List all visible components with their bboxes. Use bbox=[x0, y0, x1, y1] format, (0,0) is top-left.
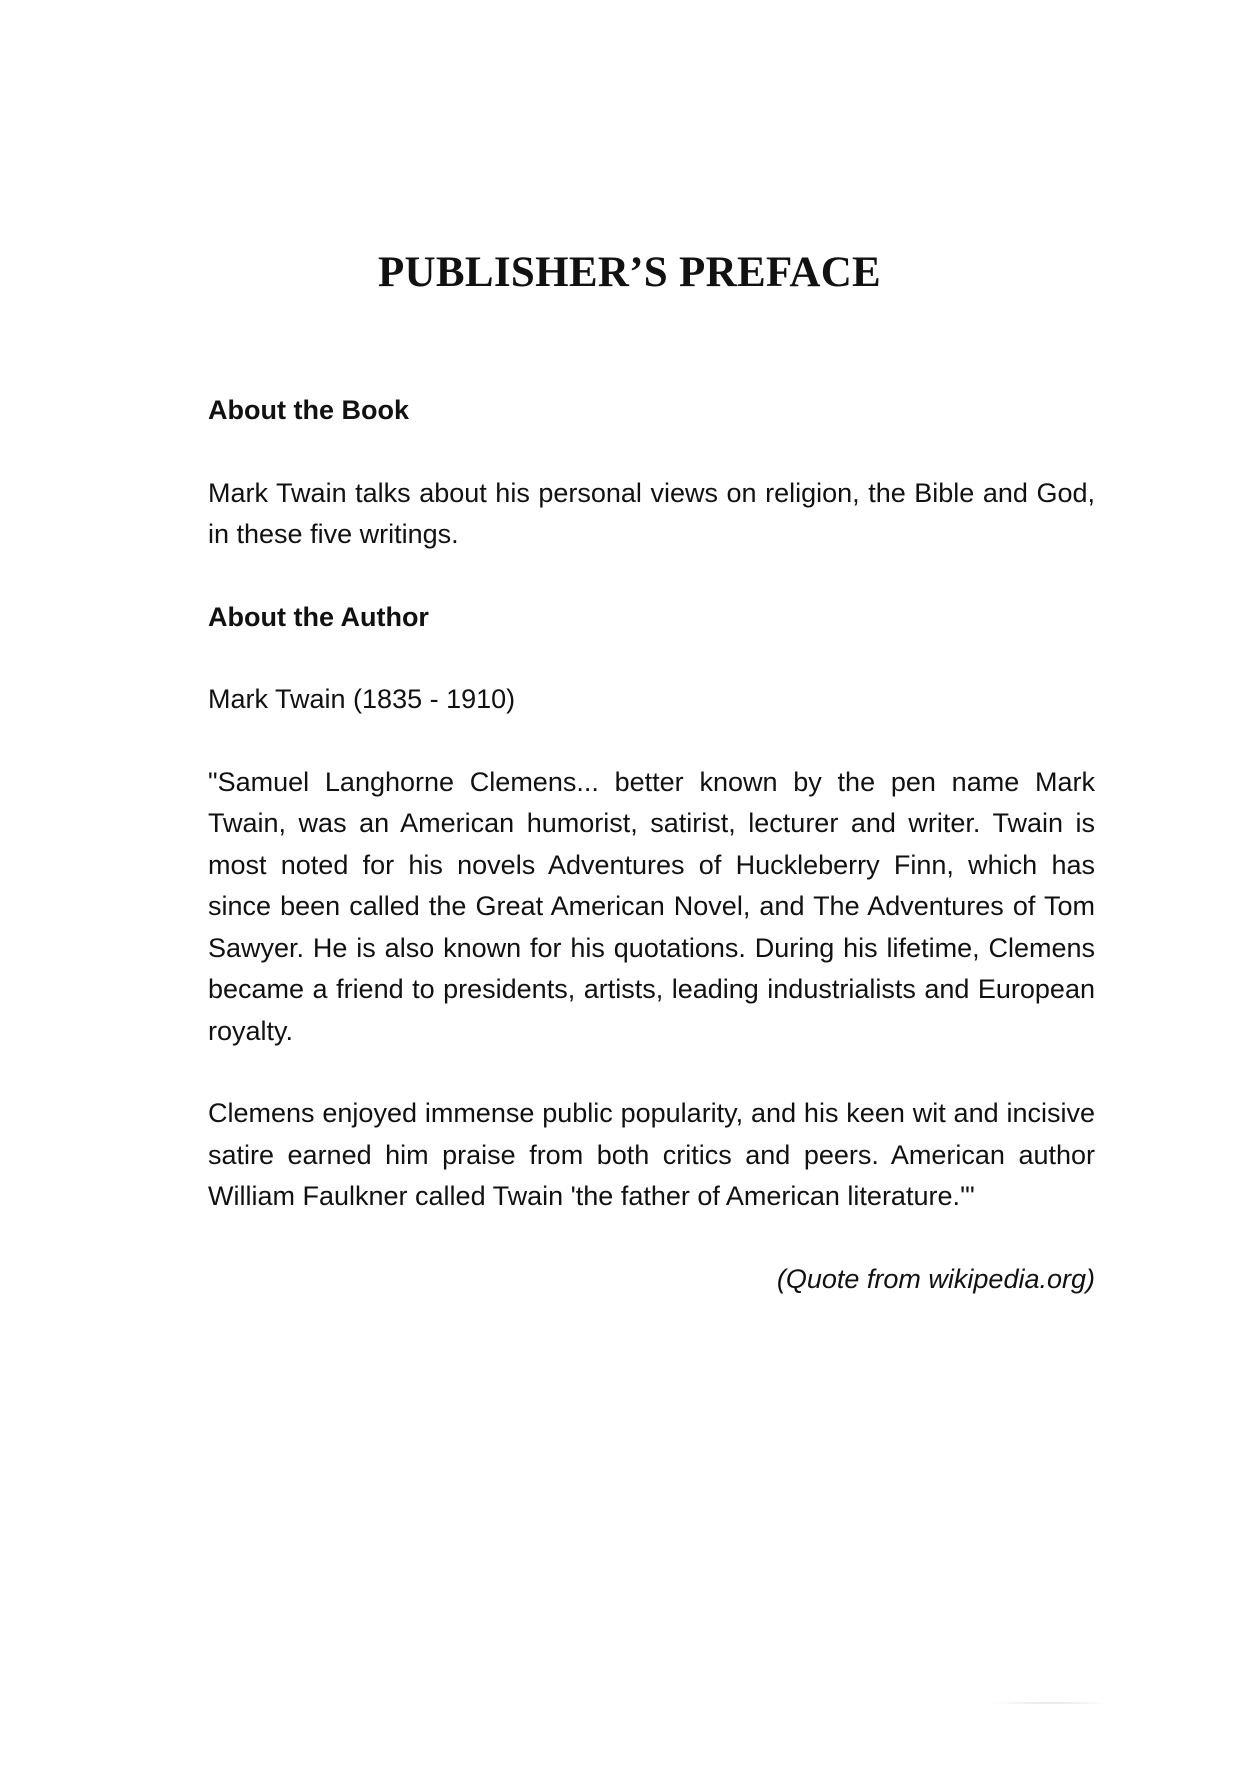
page-title: PUBLISHER’S PREFACE bbox=[377, 249, 882, 296]
about-book-text: Mark Twain talks about his personal views on religion, the Bible and God, in these five writings. bbox=[208, 477, 1095, 549]
spacer bbox=[208, 432, 1095, 473]
page-content bbox=[208, 390, 1095, 1300]
spacer bbox=[208, 721, 1095, 762]
about-book-heading: About the Book bbox=[208, 395, 409, 425]
spacer bbox=[208, 556, 1095, 597]
spacer bbox=[208, 1052, 1095, 1093]
author-name-dates: Mark Twain (1835 - 1910) bbox=[208, 684, 516, 714]
about-author-heading: About the Author bbox=[208, 601, 429, 632]
quote-source: (Quote from wikipedia.org) bbox=[776, 1263, 1095, 1294]
author-quote-paragraph-2: Clemens enjoyed immense public popularity, and his keen wit and incisive satire earned him praise from both critics and peers. American author William Faulkner called Twain 'the father of American literature.'" bbox=[208, 1098, 1095, 1211]
author-quote-paragraph-1: "Samuel Langhorne Clemens... better known by the pen name Mark Twain, was an American humorist, satirist, lecturer and writer. Twain is most noted for his novels Adventures of Huckleberry Finn, which has since been called the Great American Novel, and The Adventures of Tom Sawyer. He is also known for his quotations. During his lifetime, Clemens became a friend to presidents, artists, leading industrialists and European royalty. bbox=[208, 766, 1095, 1046]
spacer bbox=[208, 1218, 1095, 1259]
faint-footer-mark bbox=[990, 1702, 1110, 1704]
spacer bbox=[208, 638, 1095, 679]
